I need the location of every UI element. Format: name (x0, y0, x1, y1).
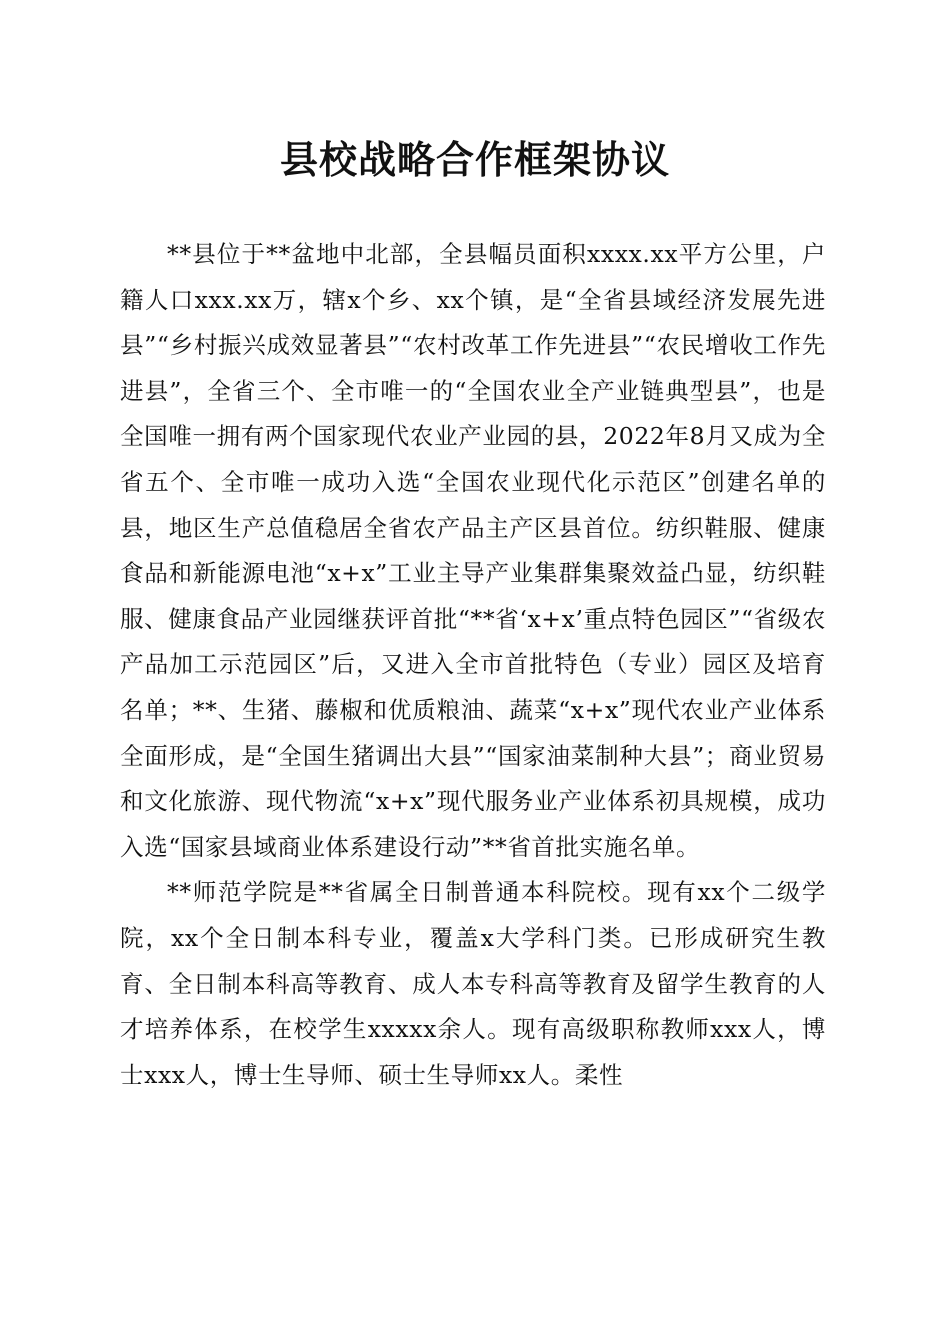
document-body (120, 232, 826, 1098)
paragraph-county-overview: **县位于**盆地中北部，全县幅员面积xxxx.xx平方公里，户籍人口xxx.xx万，辖x个乡、xx个镇，是“全省县域经济发展先进县”“乡村振兴成效显著县”“农村改革工作先进县”“农民增收工作先进县”，全省三个、全市唯一的“全国农业全产业链典型县”，也是全国唯一拥有两个国家现代农业产业园的县，2022年8月又成为全省五个、全市唯一成功入选“全国农业现代化示范区”创建名单的县，地区生产总值稳居全省农产品主产区县首位。纺织鞋服、健康食品和新能源电池“x+x”工业主导产业集群集聚效益凸显，纺织鞋服、健康食品产业园继获评首批“**省‘x+x’重点特色园区”“省级农产品加工示范园区”后，又进入全市首批特色（专业）园区及培育名单；**、生猪、藤椒和优质粮油、蔬菜“x+x”现代农业产业体系全面形成，是“全国生猪调出大县”“国家油菜制种大县”；商业贸易和文化旅游、现代物流“x+x”现代服务业产业体系初具规模，成功入选“国家县域商业体系建设行动”**省首批实施名单。 (120, 240, 826, 861)
document-title: 县校战略合作框架协议 (279, 137, 670, 182)
paragraph-college-overview: **师范学院是**省属全日制普通本科院校。现有xx个二级学院，xx个全日制本科专业，覆盖x大学科门类。已形成研究生教育、全日制本科高等教育、成人本专科高等教育及留学生教育的人才培养体系，在校学生xxxxx余人。现有高级职称教师xxx人，博士xxx人，博士生导师、硕士生导师xx人。柔性 (120, 878, 826, 1089)
